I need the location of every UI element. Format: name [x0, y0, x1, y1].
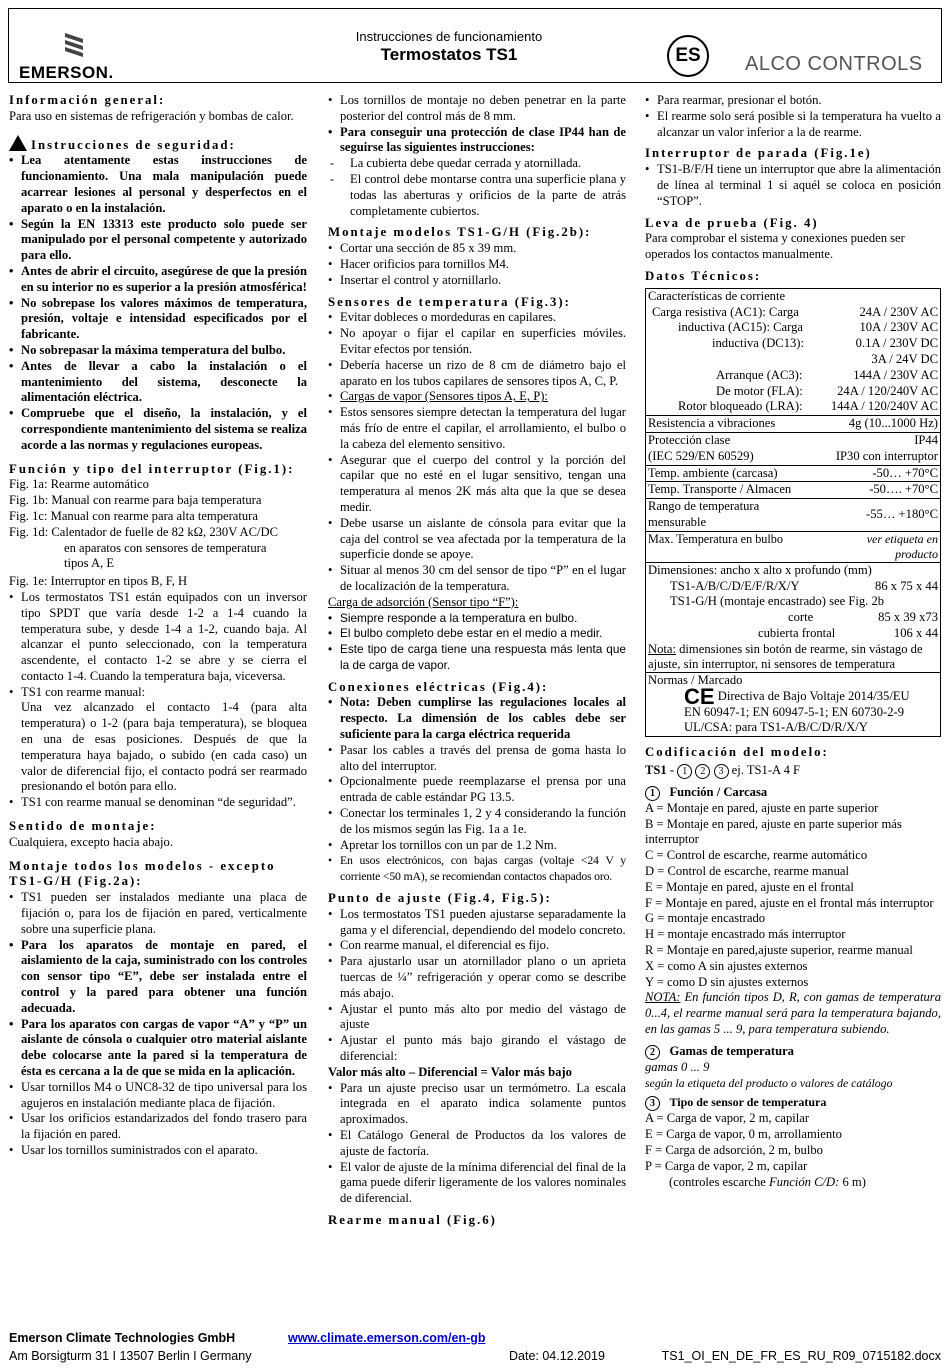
cell-label: TS1-A/B/C/D/E/F/R/X/Y	[670, 578, 800, 593]
heading-orientation: Sentido de montaje:	[9, 819, 157, 834]
list-item: • En usos electrónicos, con bajas cargas (voltaje <24 V y corriente <50 mA), se recomiendan contactos chapados oro.	[328, 853, 626, 885]
cell-label: inductiva (DC13):	[712, 336, 804, 351]
coding-example: ej. TS1-A 4 F	[731, 762, 801, 777]
section-1-title	[645, 785, 941, 801]
section-2-line: según la etiqueta del producto o valores de catálogo	[645, 1075, 893, 1090]
list-item: • El Catálogo General de Productos da los valores de ajuste de factoría.	[328, 1128, 626, 1160]
text-part: 6 m)	[839, 1174, 866, 1189]
table-row	[646, 415, 940, 432]
vapor-charge-label: Cargas de vapor (Sensores tipos A, E, P):	[340, 389, 548, 404]
cell-value: 86 x 75 x 44	[875, 578, 938, 593]
column-2	[328, 93, 626, 1229]
list-item: • Estos sensores siempre detectan la temperatura del lugar más frío de entre el capilar, el arrollamiento, el bulbo o la cabeza del elemento sensitivo.	[328, 405, 626, 452]
fig-line: Fig. 1a: Rearme automático	[9, 477, 149, 492]
list-item: • Antes de abrir el circuito, asegúrese de que la presión en su interior no es superior a la presión atmosférica!	[9, 264, 307, 296]
sensors-list	[328, 310, 626, 594]
list-item: • Este tipo de carga tiene una respuesta más lenta que la de carga de vapor.	[328, 642, 626, 674]
column-3	[645, 93, 941, 1190]
footer-url-link[interactable]: www.climate.emerson.com/en-gb	[288, 1331, 486, 1345]
table-subrow	[648, 336, 938, 352]
list-item: • Lea atentamente estas instrucciones de funcionamiento. Una mala manipulación puede acarrear lesiones al personal y desperfectos en el aparato o en la instalación.	[9, 153, 307, 216]
warning-icon	[9, 135, 27, 151]
heading-model-coding: Codificación del modelo:	[645, 745, 829, 760]
fig-line: Fig. 1d: Calentador de fuelle de 82 kΩ, 230V AC/DC	[9, 524, 279, 539]
table-row	[646, 562, 940, 672]
note-label: NOTA:	[645, 990, 681, 1005]
section-2-label: Gamas de temperatura	[669, 1043, 794, 1058]
list-item: R = Montaje en pared,ajuste superior, rearme manual	[645, 943, 913, 958]
list-item: • El rearme solo será posible si la temperatura ha vuelto a alcanzar un valor inferior a la de rearme.	[645, 109, 941, 141]
table-row	[646, 531, 940, 562]
stop-switch-list	[645, 162, 941, 209]
list-item: • El bulbo completo debe estar en el medio a medir.	[328, 626, 626, 642]
list-item: A = Montaje en pared, ajuste en parte superior	[645, 800, 879, 815]
emerson-logo-icon	[61, 31, 87, 61]
list-item: • Para los aparatos con cargas de vapor “A” y “P” un aislante de cónsola o cualquier otro material aislante debe colocarse ante la pared si la temperatura de ésta es cercana a la de que se mida en la aplicación.	[9, 1017, 307, 1080]
table-subrow: TS1-G/H (montaje encastrado) see Fig. 2b	[670, 594, 885, 609]
cell-value: 4g (10...1000 Hz)	[848, 416, 938, 431]
list-item: • TS1 con rearme manual se denominan “de seguridad”.	[9, 795, 307, 811]
list-item: P = Carga de vapor, 2 m, capilar	[645, 1158, 808, 1173]
table-row	[646, 432, 940, 465]
list-item: • Con rearme manual, el diferencial es fijo.	[328, 938, 626, 954]
cell-label: Temp. ambiente (carcasa)	[648, 465, 778, 480]
heading-safety	[9, 133, 307, 154]
coding-prefix: TS1 -	[645, 762, 675, 777]
cell-value: 10A / 230V AC	[859, 320, 938, 335]
list-item: • No apoyar o fijar el capilar en superficies móviles. Evitar efectos por tensión.	[328, 326, 626, 358]
list-item: - La cubierta debe quedar cerrada y atornillada.	[328, 156, 626, 172]
table-row	[646, 481, 940, 498]
heading-safety-label: Instrucciones de seguridad:	[31, 137, 236, 152]
section-1-note	[645, 990, 941, 1037]
electrical-list	[328, 695, 626, 885]
list-item: Y = como D sin ajustes externos	[645, 974, 809, 989]
doc-title: Termostatos TS1	[380, 45, 518, 64]
table-cell	[646, 289, 940, 415]
footer-company: Emerson Climate Technologies GmbH	[9, 1331, 236, 1345]
list-item: • Situar al menos 30 cm del sensor de tipo “P” en el lugar de localización de la temperatura.	[328, 563, 626, 595]
table-row	[646, 289, 940, 415]
heading-sensors: Sensores de temperatura (Fig.3):	[328, 294, 571, 309]
list-item	[645, 1175, 941, 1191]
standards-text: Directiva de Bajo Voltaje 2014/35/EU	[717, 688, 910, 703]
column-1	[9, 93, 307, 1159]
adsorption-list	[328, 611, 626, 674]
list-item: • No sobrepasar la máxima temperatura del bulbo.	[9, 343, 307, 359]
cell-value: 106 x 44	[893, 625, 938, 640]
list-item: • Para los aparatos de montaje en pared, el aislamiento de la caja, suministrado con los controles con sensor tipo “E”, debe ser instalada entre el control y la pared para obtener una función adecuada.	[9, 938, 307, 1017]
list-item: • Antes de llevar a cabo la instalación o el mantenimiento del sistema, desconecte la alimentación eléctrica.	[9, 359, 307, 406]
cell-label: Max. Temperatura en bulbo	[648, 531, 783, 546]
mounting-list	[9, 890, 307, 1159]
list-item: F = Montaje en pared, ajuste en el frontal más interruptor	[645, 895, 934, 910]
cell-label: De motor (FLA):	[716, 383, 803, 398]
test-lever-text: Para comprobar el sistema y conexiones pueden ser operados los contactos manualmente.	[645, 231, 905, 262]
table-row	[646, 672, 940, 736]
list-item: • No sobrepase los valores máximos de temperatura, presión, voltaje e intensidad especificados por el fabricante.	[9, 296, 307, 343]
list-item: • Debe usarse un aislante de cónsola para evitar que la caja del control se vea afectada por la temperatura de la superficie donde se apoye.	[328, 516, 626, 563]
cell-value: -55… +180°C	[866, 507, 938, 522]
document-title-block	[309, 29, 589, 65]
setpoint-list	[328, 907, 626, 1065]
cell-label: Rotor bloqueado (LRA):	[678, 399, 803, 414]
cell-label: Protección clase	[648, 432, 731, 447]
list-item: • El valor de ajuste de la mínima diferencial del final de la gama puede diferir ligeramente de los valores nominales de diferencial.	[328, 1160, 626, 1207]
standards-line: EN 60947-1; EN 60947-5-1; EN 60730-2-9	[684, 704, 905, 719]
list-item: • Debería hacerse un rizo de 8 cm de diámetro bajo el aparato en los tubos capilares de sensores tipos A, C, P.	[328, 358, 626, 390]
note-text: En función tipos D, R, con gamas de temperatura 0...4, el rearme manual será para la temperatura bajando, en las gamas 5 ... 9, para temperatura subiendo.	[645, 990, 941, 1037]
list-item: • Pasar los cables a través del prensa de goma hasta lo alto del interruptor.	[328, 743, 626, 775]
heading-mounting: Montaje todos los modelos - excepto TS1-G/H (Fig.2a):	[9, 858, 276, 889]
heading-info: Información general:	[9, 93, 166, 107]
cell-value: -50…. +70°C	[869, 482, 938, 497]
table-subrow	[648, 433, 938, 449]
cell-value: 144A / 230V AC	[853, 367, 938, 382]
list-item: H = montaje encastrado más interruptor	[645, 927, 846, 942]
table-row	[646, 498, 940, 531]
cell-label: cubierta frontal	[758, 625, 836, 640]
heading-manual-reset: Rearme manual (Fig.6)	[328, 1212, 497, 1227]
dimensions-note	[648, 642, 938, 672]
model-coding-line	[645, 763, 941, 779]
language-badge: ES	[667, 35, 709, 77]
list-item: • Opcionalmente puede reemplazarse el prensa por una entrada de cable estándar PG 13.5.	[328, 774, 626, 806]
list-item: • TS1-B/F/H tiene un interruptor que abre la alimentación de línea al terminal 1 si aquél se coloca en posición “STOP”.	[645, 162, 941, 209]
dimensions-label: Dimensiones: ancho x alto x profundo (mm)	[648, 562, 872, 577]
cell-value: ver etiqueta en producto	[866, 531, 938, 561]
list-item: • Para conseguir una protección de clase IP44 han de seguirse las siguientes instrucciones:	[328, 125, 626, 157]
cell-value: -50… +70°C	[872, 465, 938, 480]
list-item: • Hacer orificios para tornillos M4.	[328, 257, 626, 273]
standards-line: UL/CSA: para TS1-A/B/C/D/R/X/Y	[684, 720, 868, 735]
list-item: • Usar tornillos M4 o UNC8-32 de tipo universal para los agujeros en instalación mediante placa de fijación.	[9, 1080, 307, 1112]
cell-label: (IEC 529/EN 60529)	[648, 448, 754, 463]
list-item: • Evitar dobleces o mordeduras en capilares.	[328, 310, 626, 326]
list-item: C = Control de escarche, rearme automático	[645, 848, 868, 863]
heading-tech-data: Datos Técnicos:	[645, 268, 762, 283]
table-cell	[646, 433, 940, 465]
heading-electrical: Conexiones eléctricas (Fig.4):	[328, 679, 549, 694]
table-subrow	[648, 610, 938, 626]
fig-line: tipos A, E	[64, 556, 115, 571]
cell-label: Arranque (AC3):	[716, 367, 803, 382]
list-item: X = como A sin ajustes externos	[645, 958, 808, 973]
footer-date: Date: 04.12.2019	[509, 1349, 605, 1363]
list-item: E = Carga de vapor, 0 m, arrollamiento	[645, 1127, 842, 1142]
table-subrow: 3A / 24V DC	[871, 351, 938, 366]
table-cell	[646, 673, 940, 736]
list-item: • Usar los tornillos suministrados con el aparato.	[9, 1143, 307, 1159]
fig-line: Fig. 1e: Interruptor en tipos B, F, H	[9, 574, 188, 589]
fig-line: Fig. 1b: Manual con rearme para baja temperatura	[9, 493, 262, 508]
list-item	[328, 389, 626, 405]
current-characteristics-label: Características de corriente	[648, 288, 786, 303]
doc-subtitle: Instrucciones de funcionamiento	[355, 29, 543, 44]
note-label: Nota:	[648, 641, 676, 656]
list-item: • Para rearmar, presionar el botón.	[645, 93, 941, 109]
document-header	[8, 8, 942, 83]
table-subrow	[648, 579, 938, 595]
list-item: B = Montaje en pared, ajuste en parte superior más interruptor	[645, 816, 902, 847]
circle-1-icon: 1	[645, 786, 660, 801]
manual-reset-text: Una vez alcanzado el contacto 1-4 (para alta temperatura) o 1-2 (para baja temperatura), se bloquea en una de esas posiciones. Después de que la temperatura haya bajado, o subido (en cada caso) un valor de diferencial fijo, el contacto podrá ser rearmado presionando el botón para ello.	[21, 700, 307, 794]
note-text: dimensiones sin botón de rearme, sin vástago de ajuste, sin interruptor, ni sensores de temperatura	[648, 641, 923, 671]
standards-line	[648, 683, 938, 709]
emerson-wordmark: EMERSON.	[19, 63, 114, 82]
fig-line: Fig. 1c: Manual con rearme para alta temperatura	[9, 508, 258, 523]
table-subrow	[648, 449, 938, 465]
table-subrow	[648, 626, 938, 642]
safety-list	[9, 153, 307, 453]
list-item: D = Control de escarche, rearme manual	[645, 864, 849, 879]
list-item: • Según la EN 13313 este producto solo puede ser manipulado por el personal competente y autorizado para ello.	[9, 217, 307, 264]
info-text: Para uso en sistemas de refrigeración y bombas de calor.	[9, 108, 294, 123]
circle-2-icon: 2	[645, 1045, 660, 1060]
cell-label: Carga resistiva (AC1): Carga	[652, 304, 799, 319]
list-item: • Para un ajuste preciso usar un termómetro. La escala integrada en el aparato indica solamente puntos aproximados.	[328, 1081, 626, 1128]
setpoint-list-2	[328, 1081, 626, 1207]
list-item: • Nota: Deben cumplirse las regulaciones locales al respecto. La dimensión de los cables debe ser suficiente para la carga eléctrica requerida	[328, 695, 626, 742]
footer-doc-id: TS1_OI_EN_DE_FR_ES_RU_R09_0715182.docx	[661, 1349, 941, 1363]
section-2-line: gamas 0 ... 9	[645, 1059, 710, 1074]
list-item: - El control debe montarse contra una superficie plana y todas las aberturas y orificios de la parte de atrás completamente cubiertos.	[328, 172, 626, 219]
table-subrow	[648, 320, 938, 336]
list-item: • TS1 pueden ser instalados mediante una placa de fijación o, para los de fijación en pared, verticalmente sobre una superficie plana.	[9, 890, 307, 937]
section-3-label: Tipo de sensor de temperatura	[669, 1095, 827, 1110]
list-item: • Usar los orificios estandarizados del fondo trasero para la fijación en pared.	[9, 1111, 307, 1143]
list-item: • Ajustar el punto más alto por medio del vástago de ajuste	[328, 1002, 626, 1034]
list-item: • Cortar una sección de 85 x 39 mm.	[328, 241, 626, 257]
table-subrow	[648, 368, 938, 384]
list-item: • Los termostatos TS1 pueden ajustarse separadamente la gama y el diferencial, dependiendo del modelo concreto.	[328, 907, 626, 939]
cell-value: 0.1A / 230V DC	[855, 336, 938, 351]
table-subrow	[648, 399, 938, 415]
list-item: E = Montaje en pared, ajuste en el frontal	[645, 879, 854, 894]
reset-list	[645, 93, 941, 140]
adsorption-label: Carga de adsorción (Sensor tipo “F”):	[328, 594, 519, 609]
heading-test-lever: Leva de prueba (Fig. 4)	[645, 215, 819, 230]
circle-1-icon: 1	[677, 764, 692, 779]
mounting-gh-list	[328, 241, 626, 288]
ce-mark-icon: CE	[684, 683, 715, 709]
section-1-label: Función / Carcasa	[669, 784, 768, 799]
list-item: • Siempre responde a la temperatura en bulbo.	[328, 611, 626, 627]
list-item: • Apretar los tornillos con un par de 1.2 Nm.	[328, 838, 626, 854]
list-item: A = Carga de vapor, 2 m, capilar	[645, 1111, 810, 1126]
section-2-title	[645, 1044, 941, 1060]
heading-stop-switch: Interruptor de parada (Fig.1e)	[645, 146, 872, 161]
heading-setpoint: Punto de ajuste (Fig.4, Fig.5):	[328, 891, 552, 906]
cell-value: 85 x 39 x73	[878, 610, 938, 625]
cell-value: IP30 con interruptor	[835, 448, 938, 463]
heading-mounting-gh: Montaje modelos TS1-G/H (Fig.2b):	[328, 225, 592, 240]
heading-function: Función y tipo del interruptor (Fig.1):	[9, 461, 295, 476]
table-subrow	[648, 305, 938, 321]
list-item: • Ajustar el punto más bajo girando el vástago de diferencial:	[328, 1033, 626, 1065]
list-item: • Conectar los terminales 1, 2 y 4 considerando la función de los mismos según las Fig. 1a a 1e.	[328, 806, 626, 838]
circle-2-icon: 2	[695, 764, 710, 779]
list-item: F = Carga de adsorción, 2 m, bulbo	[645, 1143, 823, 1158]
cell-value: IP44	[914, 432, 938, 447]
circle-3-icon: 3	[645, 1096, 660, 1111]
list-item: • Para ajustarlo usar un atornillador plano o un aprieta tuercas de ¼” refrigeración y operar como se describe más abajo.	[328, 954, 626, 1001]
orientation-text: Cualquiera, excepto hacia abajo.	[9, 834, 173, 849]
list-item: • Los termostatos TS1 están equipados con un inversor tipo SPDT que varía desde 1-2 a 1-4 cuando la temperatura sube, y desde 1-4 a 1-2, cuando baja. Al alcanzar el punto seleccionado, con la temperatura ascendente, el contacto 1-2 se abre y se cierra el contacto 1-4. Cuando la temperatura baja, viceversa.	[9, 590, 307, 685]
cell-label: Temp. Transporte / Almacen	[648, 482, 792, 497]
manual-reset-label: TS1 con rearme manual:	[21, 684, 146, 699]
mounting-cont-list	[328, 93, 626, 219]
fig-line: en aparatos con sensores de temperatura	[64, 540, 267, 555]
list-item: G = montaje encastrado	[645, 911, 766, 926]
list-item: • Los tornillos de montaje no deben penetrar en la parte posterior del control más de 8 mm.	[328, 93, 626, 125]
cell-value: 24A / 120/240V AC	[837, 383, 938, 398]
circle-3-icon: 3	[714, 764, 729, 779]
table-subrow	[648, 384, 938, 400]
tech-data-table	[645, 288, 941, 737]
standards-label: Normas / Marcado	[648, 672, 743, 687]
cell-label: inductiva (AC15): Carga	[678, 320, 803, 335]
cell-value: 144A / 120/240V AC	[830, 399, 938, 414]
list-item	[9, 685, 307, 796]
footer-address: Am Borsigturm 31 I 13507 Berlin I Germany	[9, 1349, 252, 1363]
cell-label: Rango de temperatura mensurable	[648, 499, 760, 529]
cell-label: corte	[788, 610, 814, 625]
emerson-logo	[19, 31, 139, 81]
list-item: • Asegurar que el cuerpo del control y la porción del capilar que no esté en el lugar sensitivo, tengan una temperatura al menos 2K más alta que la que se desea medir.	[328, 453, 626, 516]
section-3-title	[645, 1095, 941, 1111]
text-part: (controles escarche	[669, 1174, 769, 1189]
table-cell	[646, 563, 940, 672]
list-item: • Insertar el control y atornillarlo.	[328, 273, 626, 289]
list-item: • Compruebe que el diseño, la instalación, y el correspondiente mantenimiento del sistema se realiza acorde a las normas y regulaciones europeas.	[9, 406, 307, 453]
alco-controls-logo: ALCO CONTROLS	[745, 53, 923, 75]
cell-value: 24A / 230V AC	[859, 304, 938, 319]
cell-label: Resistencia a vibraciones	[648, 416, 776, 431]
text-part: Función C/D:	[769, 1174, 840, 1189]
function-list	[9, 590, 307, 811]
table-row	[646, 465, 940, 482]
setpoint-formula: Valor más alto – Diferencial = Valor más bajo	[328, 1064, 572, 1079]
